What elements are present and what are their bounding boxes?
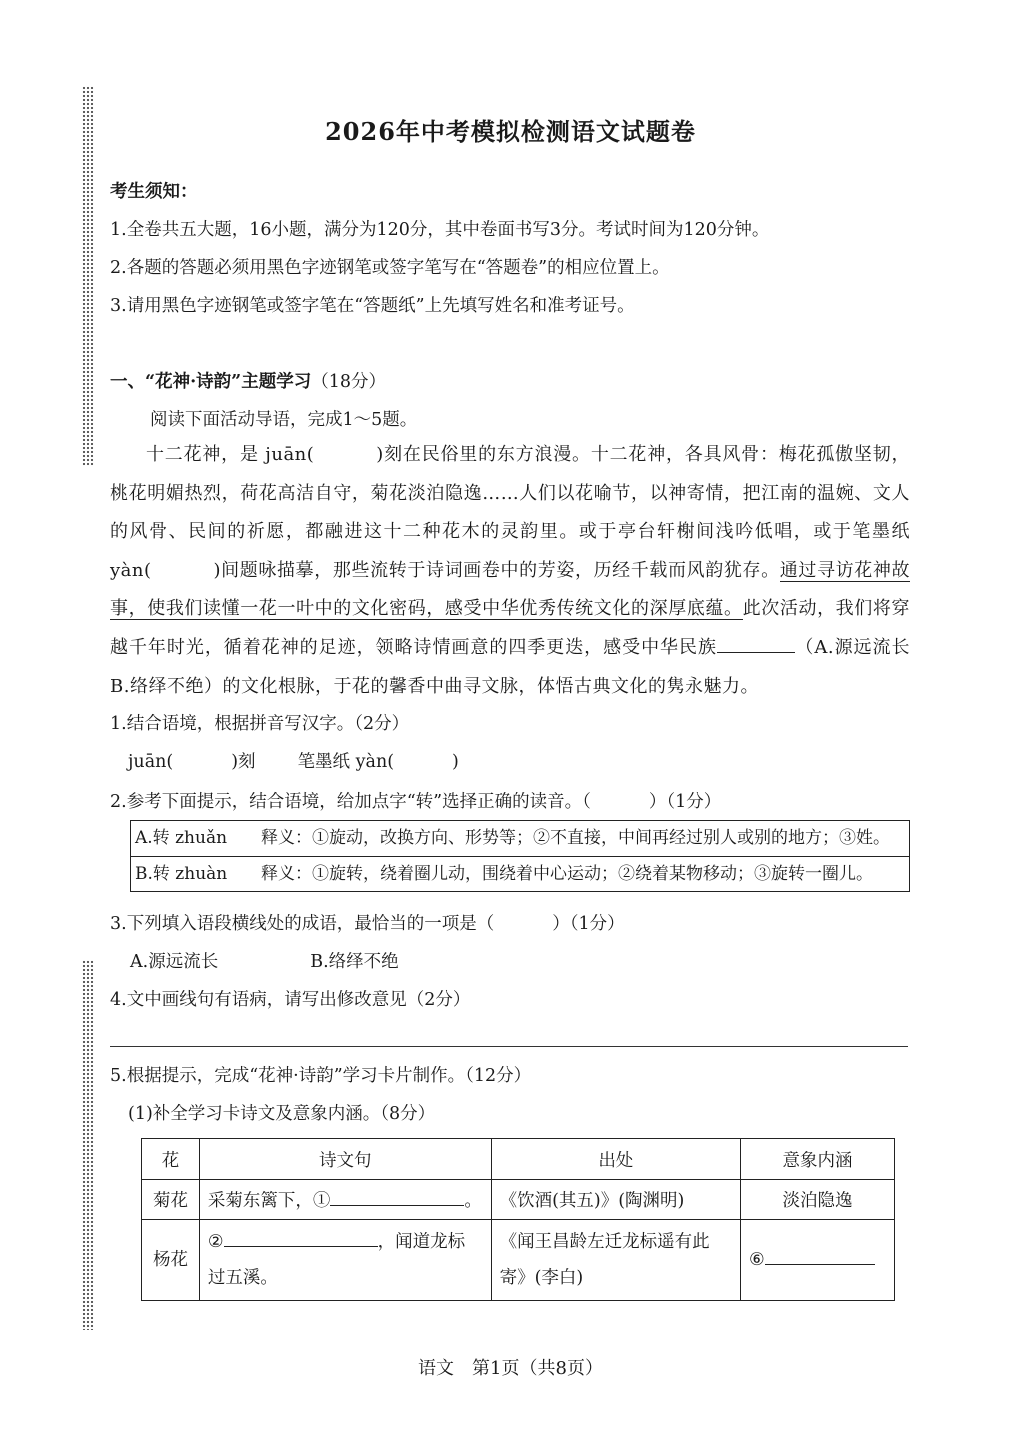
passage-text: )刻在民俗里的东方浪漫。十二花神，各具风骨：梅花孤傲坚韧，桃花明媚热烈，荷花高洁自守，菊花淡泊隐逸……人们以花喻节，以神寄情，把江南的温婉、文人的风骨、民间的祈愿，都融进这十二种花木的灵韵里。或于亭台轩榭间浅吟低唱，或于笔墨纸 yàn(	[110, 444, 910, 581]
table-row	[142, 1180, 895, 1220]
poem-text: 。	[464, 1191, 482, 1211]
q3-option-b: B.络绎不绝	[310, 952, 399, 972]
question-1-stem: 1.结合语境，根据拼音写汉字。（2分）	[110, 714, 410, 734]
pronunciation-options-box	[130, 820, 910, 892]
binding-dotted-line	[82, 960, 94, 1330]
option-label: A.转 zhuǎn	[135, 828, 228, 848]
flower-cell: 菊花	[142, 1180, 200, 1220]
header-cell: 诗文句	[199, 1139, 491, 1180]
meaning-text: ⑥	[749, 1250, 765, 1270]
option-row	[131, 821, 909, 856]
idiom-blank[interactable]	[717, 634, 795, 653]
poem-text: ，闻道龙标过五溪。	[207, 1232, 466, 1288]
answer-blank[interactable]	[224, 1228, 378, 1247]
passage-text: （A.源远流长 B.络绎不绝）的文化根脉，于花的馨香中曲寻文脉，体悟古典文化的隽永魅力。	[110, 636, 910, 697]
q1-pinyin-1: juān(	[128, 752, 174, 772]
answer-blank[interactable]	[765, 1246, 875, 1265]
header-cell: 意象内涵	[741, 1139, 895, 1180]
meaning-cell	[741, 1220, 895, 1301]
section-intro: 阅读下面活动导语，完成1～5题。	[150, 410, 418, 430]
underlined-sentence: 通过寻访花神故事，使我们读懂一花一叶中的文化密码，感受中华优秀传统文化的深厚底蕴。	[110, 559, 910, 620]
question-2-stem	[110, 788, 910, 813]
option-definition: 释义：①旋转，绕着圈儿动，围绕着中心运动；②绕着某物移动；③旋转一圈儿。	[261, 864, 873, 884]
section-heading	[110, 368, 910, 393]
question-5-stem: 5.根据提示，完成“花神·诗韵”学习卡片制作。（12分）	[110, 1066, 532, 1086]
meaning-cell: 淡泊隐逸	[741, 1180, 895, 1220]
source-cell: 《闻王昌龄左迁龙标遥有此寄》(李白)	[491, 1220, 740, 1301]
exam-title: 2026年中考模拟检测语文试题卷	[325, 117, 696, 146]
q3-score: ）（1分）	[552, 914, 625, 934]
option-label: B.转 zhuàn	[135, 864, 228, 884]
section-title: 一、“花神·诗韵”主题学习	[110, 372, 312, 392]
question-1-answers	[128, 748, 928, 773]
q2-text: 2.参考下面提示，结合语境，给加点字“转”选择正确的读音。（	[110, 792, 591, 812]
header-cell: 出处	[491, 1139, 740, 1180]
question-3-stem	[110, 910, 910, 935]
q3-option-a: A.源远流长	[130, 952, 219, 972]
passage-text: 十二花神，是 juān(	[146, 444, 315, 465]
passage-text: )间题咏描摹，那些流转于诗词画卷中的芳姿，历经千载而风韵犹存。	[213, 559, 780, 581]
passage-text: 此次活动，我们将穿越千年时光，循着花神的足迹，领略诗情画意的四季更迭，感受中华民族	[110, 598, 910, 658]
reading-passage	[110, 436, 910, 706]
source-cell: 《饮酒(其五)》(陶渊明)	[491, 1180, 740, 1220]
notice-item: 3.请用黑色字迹钢笔或签字笔在“答题纸”上先填写姓名和准考证号。	[110, 296, 635, 316]
q1-suffix-2: )	[452, 752, 459, 772]
question-4-stem: 4.文中画线句有语病，请写出修改意见（2分）	[110, 990, 471, 1010]
notice-item: 2.各题的答题必须用黑色字迹钢笔或签字笔写在“答题卷”的相应位置上。	[110, 258, 670, 278]
notice-heading: 考生须知：	[110, 182, 198, 202]
q1-pinyin-2: 笔墨纸 yàn(	[297, 752, 395, 772]
option-definition: 释义：①旋动，改换方向、形势等；②不直接，中间再经过别人或别的地方；③姓。	[261, 828, 890, 848]
flower-cell: 杨花	[142, 1220, 200, 1301]
poem-text: 采菊东篱下，①	[207, 1191, 331, 1211]
option-row	[131, 856, 909, 892]
poem-cell	[199, 1180, 491, 1220]
poem-cell	[199, 1220, 491, 1301]
table-row	[142, 1220, 895, 1301]
table-header-row	[142, 1139, 895, 1180]
notice-item: 1.全卷共五大题，16小题，满分为120分，其中卷面书写3分。考试时间为120分钟。	[110, 220, 770, 240]
q3-text: 3.下列填入语段横线处的成语，最恰当的一项是（	[110, 914, 495, 934]
question-5-sub1: (1)补全学习卡诗文及意象内涵。（8分）	[128, 1104, 436, 1124]
study-card-table	[141, 1138, 895, 1301]
question-3-options	[130, 948, 930, 973]
page-footer: 语文 第1页（共8页）	[418, 1358, 603, 1379]
answer-blank[interactable]	[330, 1187, 464, 1206]
answer-line[interactable]	[110, 1046, 908, 1047]
poem-text: ②	[207, 1232, 224, 1252]
q2-score: ）（1分）	[648, 792, 722, 812]
q1-suffix-1: )刻	[231, 752, 256, 772]
header-cell: 花	[142, 1139, 200, 1180]
section-score: （18分）	[311, 372, 387, 392]
